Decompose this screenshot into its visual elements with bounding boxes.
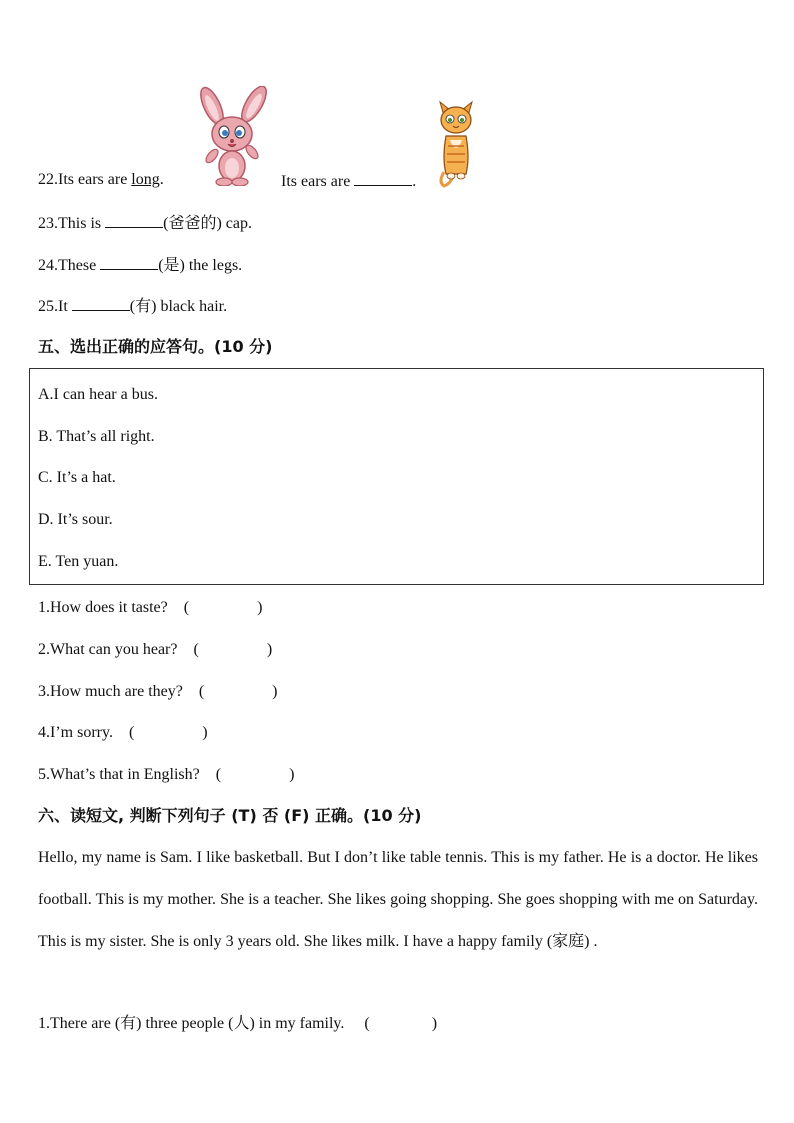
- section-6-heading: 六、读短文, 判断下列句子 (T) 否 (F) 正确。(10 分): [38, 806, 422, 825]
- question-text: 3.How much are they?: [38, 683, 183, 700]
- section-5-question-2: [38, 640, 272, 660]
- answer-options-box: [29, 368, 764, 585]
- answer-blank[interactable]: [105, 212, 163, 228]
- question-number: 24.: [38, 257, 58, 274]
- question-text: 5.What’s that in English?: [38, 766, 200, 783]
- question-25: [38, 295, 227, 317]
- question-text: Its ears are: [281, 173, 355, 190]
- punctuation: .: [159, 171, 164, 188]
- question-24: [38, 254, 242, 276]
- question-text: 4.I’m sorry.: [38, 724, 113, 741]
- option-a: A.I can hear a bus.: [38, 386, 158, 403]
- reading-passage: Hello, my name is Sam. I like basketball. But I don’t like table tennis. This is my father. He is a doctor. He likes football. This is my mother. She is a teacher. She likes going shopping. She goes shopping with me on Saturday. This is my sister. She is only 3 years old. She likes milk. I have a happy family (家庭) .: [38, 849, 758, 950]
- question-text: 1.How does it taste?: [38, 599, 168, 616]
- question-text: 1.There are (有) three people (人) in my family.: [38, 1015, 345, 1032]
- answer-paren[interactable]: ( ): [215, 766, 295, 783]
- section-5-heading: 五、选出正确的应答句。(10 分): [38, 337, 273, 356]
- option-e: E. Ten yuan.: [38, 553, 119, 570]
- answer-blank[interactable]: [100, 254, 158, 270]
- option-d: D. It’s sour.: [38, 511, 113, 528]
- section-5-question-4: [38, 723, 208, 743]
- answer-paren[interactable]: ( ): [128, 724, 208, 741]
- answer-paren[interactable]: ( ): [364, 1015, 438, 1032]
- question-22: [38, 170, 164, 190]
- cat-illustration: [430, 96, 482, 188]
- question-text: (是) the legs.: [158, 257, 243, 274]
- question-23: [38, 212, 252, 234]
- punctuation: .: [412, 173, 417, 190]
- section-5-question-3: [38, 682, 278, 702]
- question-text: These: [58, 257, 101, 274]
- answer-blank[interactable]: [72, 295, 130, 311]
- question-text: (有) black hair.: [129, 298, 228, 315]
- option-b: B. That’s all right.: [38, 428, 155, 445]
- answer-paren[interactable]: ( ): [198, 683, 278, 700]
- question-text: 2.What can you hear?: [38, 641, 178, 658]
- answer-paren[interactable]: ( ): [193, 641, 273, 658]
- section-5-question-1: [38, 598, 262, 618]
- question-number: 23.: [38, 215, 58, 232]
- option-c: C. It’s a hat.: [38, 469, 116, 486]
- question-text: (爸爸的) cap.: [163, 215, 252, 232]
- question-number: 22.: [38, 171, 58, 188]
- answer-paren[interactable]: ( ): [183, 599, 263, 616]
- underlined-word: long: [131, 171, 160, 188]
- question-text: It: [58, 298, 72, 315]
- question-22-second-part: [281, 170, 416, 192]
- answer-blank[interactable]: [354, 170, 412, 186]
- section-5-question-5: [38, 765, 294, 785]
- section-6-question-1: [38, 1014, 437, 1034]
- question-number: 25.: [38, 298, 58, 315]
- rabbit-illustration: [190, 86, 276, 186]
- question-text: This is: [58, 215, 106, 232]
- question-text: Its ears are: [58, 171, 132, 188]
